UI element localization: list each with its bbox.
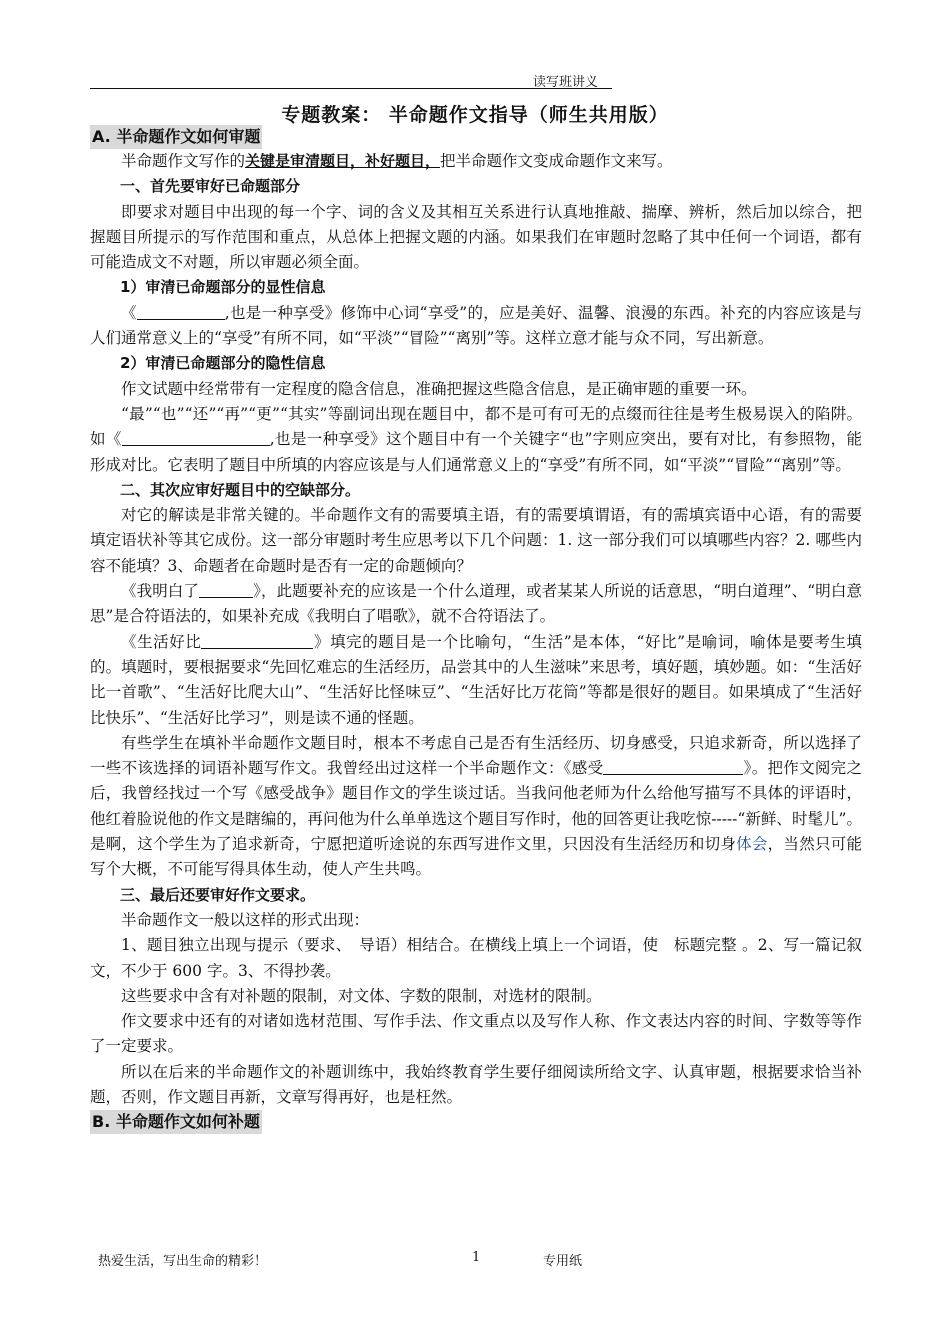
paragraph-explicit-info [90,301,862,352]
paragraph-form: 半命题作文一般以这样的形式出现： [121,910,370,929]
document-title: 专题教案： 半命题作文指导（师生共用版） [281,104,669,126]
text: 《生活好比 [121,632,202,651]
header-label: 读写班讲义 [533,75,599,90]
text: 有些学生在填补半命题作文题目时，根本不考虑自己是否有生活经历、切身感受，只追求新奇，所以选择了一些不该选择的词语补题写作文。我曾经出过这样一个半命题作文：《感受 [90,733,862,778]
paragraph-example-life [90,630,862,731]
fill-blank [201,632,313,649]
paragraph-conclusion: 所以在后来的半命题作文的补题训练中，我始终教育学生要仔细阅读所给文字、认真审题，根据要求恰当补题，否则，作文题目再新，文章写得再好，也是枉然。 [90,1062,862,1106]
intro-text: 半命题作文写作的 [121,152,246,170]
text: “最”“也”“还”“再”“更”“其实”等副词出现在题目中，都不是可有可无的点缀而往往是考生极易误入的陷阱。如《 [90,404,862,449]
text: 《 [121,303,137,322]
text: ,也是一种享受》修饰中心词“享受”的，应是美好、温馨、浪漫的东西。补充的内容应该是与人们通常意义上的“享受”有所不同，如“平淡”“冒险”“离别”等。这样立意才能与众不同，写出新意。 [90,303,862,348]
footer-paper-label: 专用纸 [543,1254,583,1269]
heading-part-3: 三、最后还要审好作文要求。 [120,885,316,904]
inline-link[interactable]: 体会 [736,835,768,854]
paragraph-intro [90,149,862,174]
section-b-heading: B. 半命题作文如何补题 [90,1110,262,1134]
paragraph-requirements: 1、题目独立出现与提示（要求、 导语）相结合。在横线上填上一个词语，使 标题完整 。2、写一篇记叙文，不少于 600 字。3、不得抄袭。 [90,936,862,980]
text: 》填完的题目是一个比喻句，“生活”是本体，“好比”是喻词，喻体是要考生填的。填题时，要根据要求“先回忆难忘的生活经历，品尝其中的人生滋味”来思考，填好题，填妙题。如：“生活好比一首歌”、“生活好比爬大山”、“生活好比怪味豆”、“生活好比万花筒”等都是很好的题目。如果填成了“生活好比快乐”、“生活好比学习”，则是读不通的怪题。 [90,632,862,727]
section-a-heading: A. 半命题作文如何审题 [90,125,262,149]
fill-blank [137,303,225,320]
heading-implicit-info: 2）审清已命题部分的隐性信息 [120,354,326,373]
footer-motto: 热爱生活，写出生命的精彩！ [98,1254,268,1269]
text: 《我明白了 [121,582,199,601]
paragraph-limits: 这些要求中含有对补题的限制，对文体、字数的限制，对选材的限制。 [121,986,602,1005]
fill-blank [199,582,253,599]
paragraph-part-2: 对它的解读是非常关键的。半命题作文有的需要填主语，有的需要填谓语，有的需填宾语中心语，有的需要填定语状补等其它成份。这一部分审题时考生应思考以下几个问题：1. 这一部分我们可以填哪些内容？2. 哪些内容不能填？3、命题者在命题时是否有一定的命题倾向？ [90,506,862,575]
document-body [90,125,862,1134]
text: ,也是一种享受》这个题目中有一个关键字“也”字则应突出，要有对比，有参照物，能形成对比。它表明了题目中所填的内容应该是与人们通常意义上的“享受”有所不同，如“平淡”“冒险”“离别”等。 [90,430,862,474]
text: ，当然只可能写个大概，不可能写得具体生动，使人产生共鸣。 [90,835,862,879]
paragraph-adverbs [90,402,862,478]
intro-key-phrase: 关键是审清题目，补好题目， [245,152,441,170]
paragraph-more-limits: 作文要求中还有的对诸如选材范围、写作手法、作文重点以及写作人称、作文表达内容的时间、字数等等作了一定要求。 [90,1012,862,1056]
heading-explicit-info: 1）审清已命题部分的显性信息 [120,278,326,297]
paragraph-example-feel [90,731,862,883]
text: 》，此题要补充的应该是一个什么道理，或者某某人所说的话意思，“明白道理”、“明白意思”是合符语法的，如果补充成《我明白了唱歌》，就不合符语法了。 [90,582,862,626]
heading-part-1: 一、首先要审好已命题部分 [120,177,301,196]
intro-text-end: 把半命题作文变成命题作文来写。 [440,152,673,170]
paragraph-implicit-info: 作文试题中经常带有一定程度的隐含信息，准确把握这些隐含信息，是正确审题的重要一环。 [121,379,757,398]
text: 》。把作文阅完之后，我曾经找过一个写《感受战争》题目作文的学生谈过话。当我问他老师为什么给他写描写不具体的评语时，他红着脸说他的作文是瞎编的，再问他为什么单单选这个题目写作时，他的回答更让我吃惊-----“新鲜、时髦儿”。是啊，这个学生为了追求新奇，宁愿把道听途说的东西写进作文里，只因没有生活经历和切身 [90,759,862,854]
heading-part-2: 二、其次应审好题目中的空缺部分。 [120,480,361,499]
footer-page-number: 1 [472,1250,481,1265]
fill-blank [603,759,743,776]
fill-blank [122,430,270,447]
paragraph-part-1: 即要求对题目中出现的每一个字、词的含义及其相互关系进行认真地推敲、揣摩、辨析，然后加以综合，把握题目所提示的写作范围和重点，从总体上把握文题的内涵。如果我们在审题时忽略了其中任何一个词语，都有可能造成文不对题，所以审题必须全面。 [90,202,862,272]
paragraph-example-understand [90,579,862,630]
